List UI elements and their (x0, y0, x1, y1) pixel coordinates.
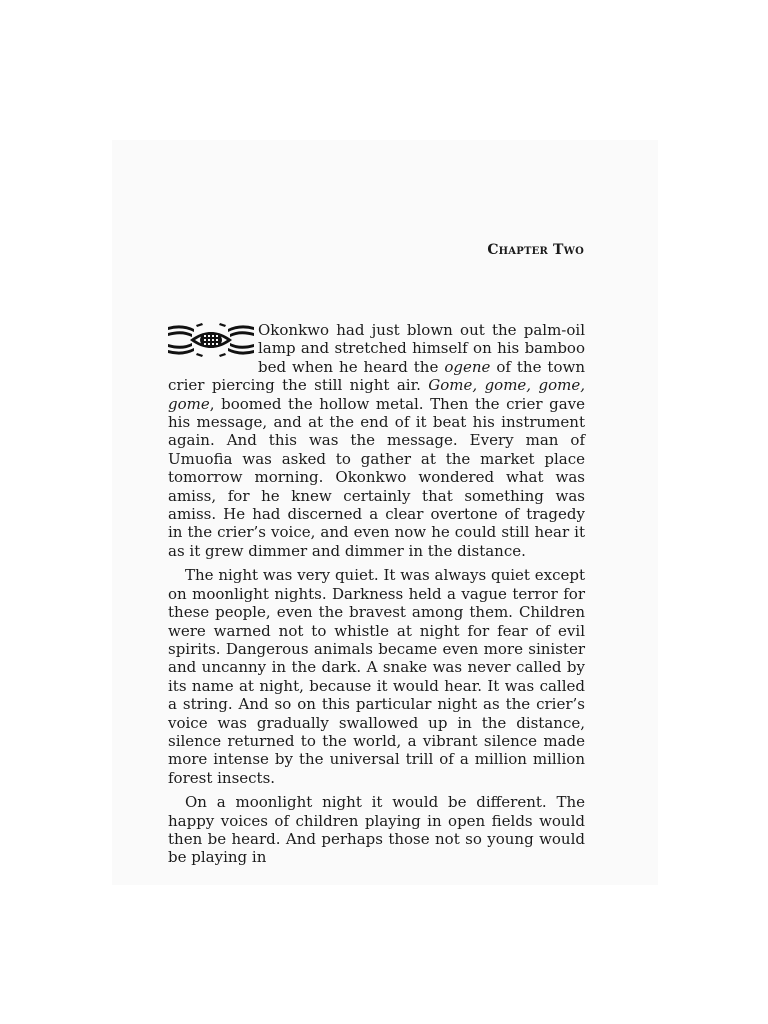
text-run: On a moonlight night it would be different. The happy voices of children playing in open fields would then be heard. And perhaps those not so young would be playing in (168, 793, 585, 867)
text-run-italic: Gome, gome, gome, gome (168, 376, 585, 413)
text-run-italic: ogene (444, 357, 491, 376)
chapter-ornament-icon (168, 323, 254, 359)
paragraph (168, 793, 585, 867)
paragraph (168, 321, 585, 560)
text-run: The night was very quiet. It was always quiet except on moonlight nights. Darkness held a vague terror for these people, even the bravest among them. Children were warned not to whistle at night for fear of evil spirits. Dangerous animals became even more sinister and uncanny in the dark. A snake was never called by its name at night, because it would hear. It was called a string. And so on this particular night as the crier’s voice was gradually swallowed up in the distance, silence returned to the world, a vibrant silence made more intense by the universal trill of a million million forest insects. (168, 566, 585, 787)
body-text (168, 321, 585, 867)
chapter-heading: Chapter Two (487, 242, 584, 258)
text-run: , boomed the hollow metal. Then the crier gave his message, and at the end of it beat his instrument again. And this was the message. Every man of Umuofia was asked to gather at the market place tomorrow morning. Okonkwo wondered what was amiss, for he knew certainly that something was amiss. He had discerned a clear overtone of tragedy in the crier’s voice, and even now he could still hear it as it grew dimmer and dimmer in the distance. (168, 394, 585, 560)
paragraph (168, 566, 585, 787)
text-run: Okonkwo had just blown out the palm-oil lamp and stretched himself on his bamboo bed when he heard the (258, 321, 585, 376)
text-run: of the town crier piercing the still night air. (168, 357, 585, 395)
